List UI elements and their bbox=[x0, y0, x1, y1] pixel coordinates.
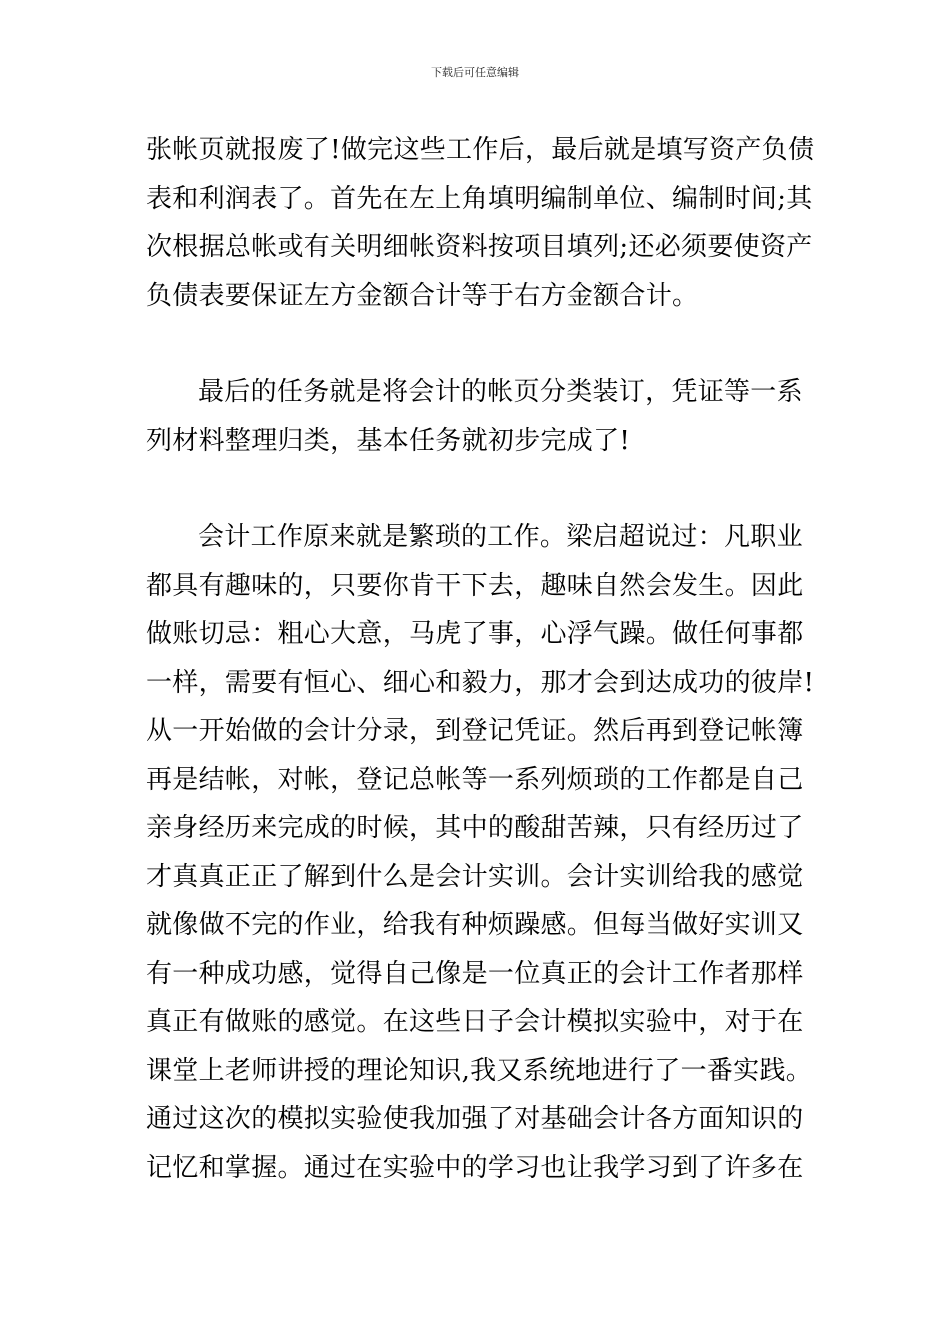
text-line: 列材料整理归类，基本任务就初步完成了! bbox=[146, 425, 631, 456]
text-line: 表和利润表了。首先在左上角填明编制单位、编制时间;其 bbox=[146, 183, 813, 214]
text-line: 会计工作原来就是繁琐的工作。梁启超说过：凡职业 bbox=[198, 522, 803, 552]
text-line: 课堂上老师讲授的理论知识,我又系统地进行了一番实践。 bbox=[146, 1055, 813, 1086]
text-line: 次根据总帐或有关明细帐资料按项目填列;还必须要使资产 bbox=[146, 232, 813, 262]
text-line: 最后的任务就是将会计的帐页分类装订，凭证等一系 bbox=[198, 377, 803, 407]
text-line: 通过这次的模拟实验使我加强了对基础会计各方面知识的 bbox=[146, 1104, 804, 1134]
paragraph-3 bbox=[146, 513, 815, 1192]
text-line: 负债表要保证左方金额合计等于右方金额合计。 bbox=[146, 280, 699, 311]
text-line: 才真真正正了解到什么是会计实训。会计实训给我的感觉 bbox=[146, 861, 804, 892]
text-line: 做账切忌：粗心大意，马虎了事，心浮气躁。做任何事都 bbox=[146, 619, 804, 649]
text-line: 记忆和掌握。通过在实验中的学习也让我学习到了许多在 bbox=[146, 1152, 804, 1183]
text-line: 亲身经历来完成的时候，其中的酸甜苦辣，只有经历过了 bbox=[146, 813, 804, 843]
text-line: 从一开始做的会计分录，到登记凭证。然后再到登记帐簿 bbox=[146, 716, 804, 746]
text-line: 就像做不完的作业，给我有种烦躁感。但每当做好实训又 bbox=[146, 910, 804, 940]
paragraph-1 bbox=[146, 126, 815, 320]
document-body bbox=[146, 126, 815, 1192]
text-line: 有一种成功感，觉得自己像是一位真正的会计工作者那样 bbox=[146, 958, 804, 989]
text-line: 都具有趣味的，只要你肯干下去，趣味自然会发生。因此 bbox=[146, 570, 804, 601]
paragraph-2 bbox=[146, 368, 811, 465]
text-line: 张帐页就报废了!做完这些工作后，最后就是填写资产负债 bbox=[146, 135, 815, 165]
text-line: 真正有做账的感觉。在这些日子会计模拟实验中，对于在 bbox=[146, 1007, 804, 1037]
text-line: 再是结帐，对帐，登记总帐等一系列烦琐的工作都是自己 bbox=[146, 764, 804, 795]
page-header: 下载后可任意编辑 bbox=[431, 66, 519, 79]
text-line: 一样，需要有恒心、细心和毅力，那才会到达成功的彼岸! bbox=[146, 667, 815, 698]
